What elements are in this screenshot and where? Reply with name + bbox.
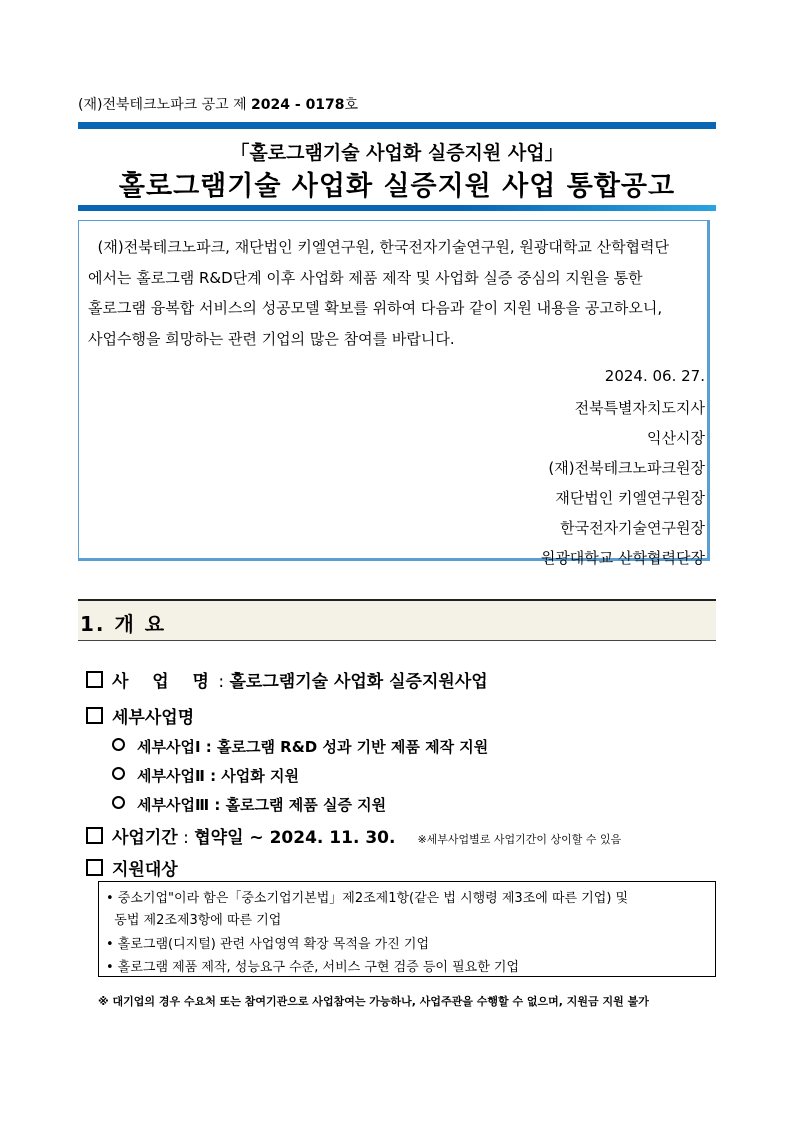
- signer: 전북특별자치도지사: [574, 399, 705, 417]
- signer: 한국전자기술연구원장: [560, 519, 705, 537]
- target-item: 동법 제2조제3항에 따른 기업: [106, 913, 282, 928]
- period-note: ※세부사업별로 사업기간이 상이할 수 있음: [417, 833, 622, 846]
- page-subtitle: 「홀로그램기술 사업화 실증지원 사업」: [230, 142, 564, 164]
- target-item: • 홀로그램 제품 제작, 성능요구 수준, 서비스 구현 검증 등이 필요한 기업: [106, 960, 520, 975]
- detail-label: 세부사업명: [112, 708, 195, 728]
- announcement-date: 2024. 06. 27.: [604, 367, 705, 385]
- detail-item: [112, 765, 299, 786]
- section-header: [78, 599, 716, 641]
- signer: 재단법인 키엘연구원장: [555, 489, 705, 507]
- circle-bullet-icon: [112, 796, 125, 809]
- target-item: • 홀로그램(디지털) 관련 사업영역 확장 목적을 가진 기업: [106, 937, 430, 952]
- intro-line: 에서는 홀로그램 R&D단계 이후 사업화 제품 제작 및 사업화 실증 중심의 지원을 통한: [88, 268, 643, 287]
- final-note: ※ 대기업의 경우 수요처 또는 참여기관으로 사업참여는 가능하나, 사업주관을 수행할 수 없으며, 지원금 지원 불가: [98, 995, 649, 1008]
- detail-item-text: 세부사업Ⅲ : 홀로그램 제품 실증 지원: [137, 796, 387, 814]
- project-name-value: 홀로그램기술 사업화 실증지원사업: [229, 672, 488, 692]
- signer: (재)전북테크노파크원장: [548, 459, 705, 477]
- section-title: 1. 개 요: [80, 612, 167, 636]
- circle-bullet-icon: [112, 738, 125, 751]
- checkbox-square-icon: [86, 671, 103, 688]
- checkbox-square-icon: [86, 707, 103, 724]
- checkbox-square-icon: [86, 827, 103, 844]
- target-label: 지원대상: [112, 860, 178, 880]
- target-label-row: [86, 855, 178, 880]
- notice-suffix: 호: [344, 97, 359, 113]
- bottom-divider: [78, 205, 716, 211]
- intro-line: (재)전북테크노파크, 재단법인 키엘연구원, 한국전자기술연구원, 원광대학교 산학협력단: [88, 238, 670, 256]
- notice-number: [78, 94, 358, 114]
- circle-bullet-icon: [112, 767, 125, 780]
- top-divider: [78, 122, 716, 129]
- target-item: • 중소기업"이라 함은「중소기업기본법」제2조제1항(같은 법 시행령 제3조에 따른 기업) 및: [106, 891, 629, 906]
- project-name-sep: :: [212, 672, 230, 692]
- detail-item: [112, 794, 386, 815]
- page-title: 홀로그램기술 사업화 실증지원 사업 통합공고: [118, 171, 676, 202]
- period-sep: :: [177, 828, 195, 848]
- checkbox-square-icon: [86, 859, 103, 876]
- notice-number-value: 2024 - 0178: [251, 97, 345, 113]
- detail-item: [112, 736, 488, 757]
- notice-prefix: (재)전북테크노파크 공고 제: [78, 97, 252, 113]
- period-value: 협약일 ~ 2024. 11. 30.: [194, 828, 396, 848]
- signer: 원광대학교 산학협력단장: [540, 549, 705, 567]
- period-row: [86, 823, 621, 848]
- intro-line: 홀로그램 융복합 서비스의 성공모델 확보를 위하여 다음과 같이 지원 내용을 공고하오니,: [88, 299, 663, 317]
- detail-item-text: 세부사업Ⅰ : 홀로그램 R&D 성과 기반 제품 제작 지원: [137, 738, 489, 756]
- intro-text: [88, 232, 704, 354]
- period-label: 사업기간: [112, 828, 178, 848]
- project-name-label: 사 업 명: [112, 672, 213, 692]
- detail-item-text: 세부사업Ⅱ : 사업화 지원: [137, 767, 299, 785]
- detail-label-row: [86, 703, 194, 728]
- intro-line: 사업수행을 희망하는 관련 기업의 많은 참여를 바랍니다.: [88, 329, 455, 348]
- signer: 익산시장: [647, 429, 705, 447]
- project-name-row: [86, 667, 488, 692]
